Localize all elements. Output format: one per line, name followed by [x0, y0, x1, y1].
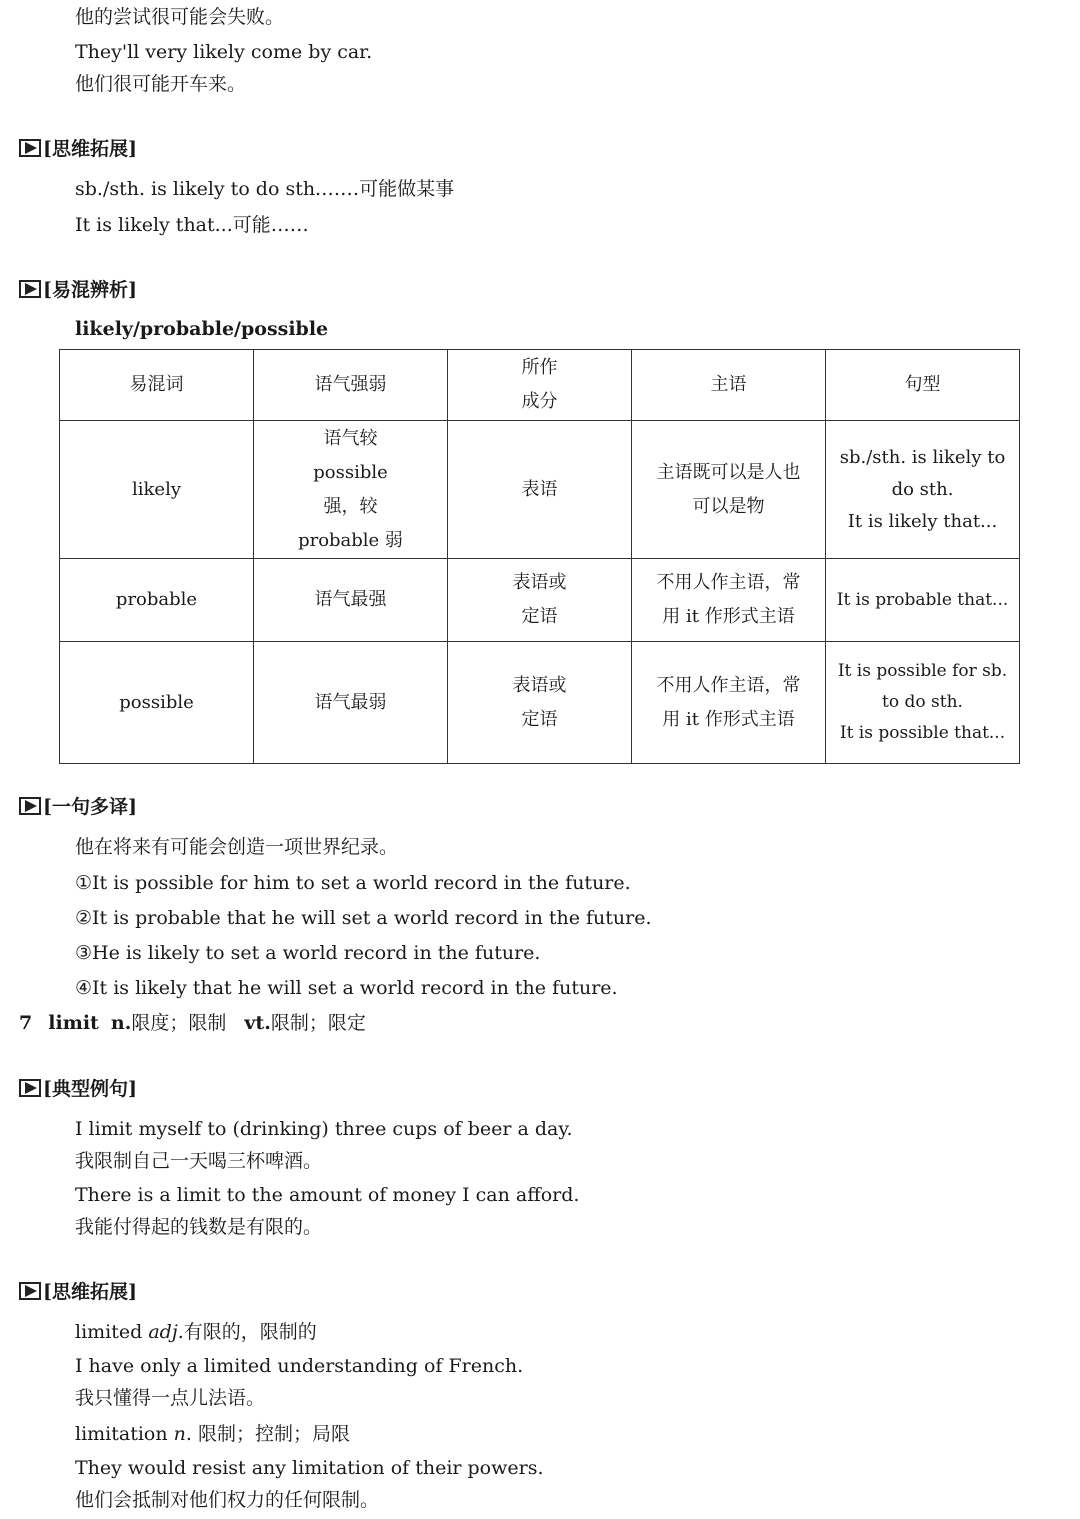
header-cell: 易混词: [60, 350, 254, 421]
header-cell: 语气强弱: [254, 350, 448, 421]
table-cell: 语气最强: [254, 559, 448, 642]
play-arrow-icon: [19, 797, 41, 815]
example-zh-line: 我限制自己一天喝三杯啤酒。: [75, 1150, 323, 1172]
header-cell: 所作 成分: [448, 350, 632, 421]
derived-definition: 有限的，限制的: [183, 1321, 317, 1343]
derived-word: limited: [75, 1321, 149, 1343]
example-zh-line: 我只懂得一点儿法语。: [75, 1387, 266, 1409]
comparison-subtitle: likely/probable/possible: [75, 318, 329, 340]
table-cell: possible: [60, 642, 254, 764]
entry-pos: n.: [110, 1012, 132, 1034]
table-row: [60, 642, 1020, 764]
entry-pos: vt.: [244, 1012, 271, 1034]
example-zh-line: 他们会抵制对他们权力的任何限制。: [75, 1489, 380, 1511]
table-cell: 表语: [448, 421, 632, 559]
phrase-line: It is likely that...可能……: [75, 214, 309, 236]
table-cell: 表语或 定语: [448, 642, 632, 764]
translation-item: ②It is probable that he will set a world record in the future.: [75, 907, 652, 929]
derived-word-line: [75, 1321, 317, 1344]
header-cell: 主语: [632, 350, 826, 421]
header-cell: 句型: [826, 350, 1020, 421]
section-heading-expand: [思维拓展]: [43, 138, 137, 160]
vocab-entry: [19, 1012, 366, 1035]
derived-pos: n: [173, 1423, 186, 1445]
example-en-line: They would resist any limitation of their powers.: [75, 1457, 544, 1479]
table-header-row: [60, 350, 1020, 421]
entry-number: 7: [19, 1012, 33, 1034]
example-en-line: They'll very likely come by car.: [75, 41, 373, 63]
table-cell: It is possible for sb. to do sth. It is possible that...: [826, 642, 1020, 764]
table-cell: It is probable that...: [826, 559, 1020, 642]
entry-word: limit: [48, 1012, 99, 1034]
play-arrow-icon: [19, 280, 41, 298]
example-en-line: I limit myself to (drinking) three cups of beer a day.: [75, 1118, 573, 1140]
derived-pos: adj.: [148, 1321, 184, 1343]
play-arrow-icon: [19, 139, 41, 157]
table-row: [60, 421, 1020, 559]
example-zh-line: 他的尝试很可能会失败。: [75, 6, 285, 28]
play-arrow-icon: [19, 1079, 41, 1097]
section-heading-examples: [典型例句]: [43, 1078, 137, 1100]
example-en-line: There is a limit to the amount of money I can afford.: [75, 1184, 580, 1206]
table-cell: 语气较 possible 强，较 probable 弱: [254, 421, 448, 559]
example-zh-line: 他们很可能开车来。: [75, 73, 247, 95]
table-row: [60, 559, 1020, 642]
comparison-table: [59, 349, 1020, 764]
entry-definition: 限制；限定: [270, 1012, 366, 1034]
table-cell: probable: [60, 559, 254, 642]
translation-item: ④It is likely that he will set a world record in the future.: [75, 977, 618, 999]
table-cell: 不用人作主语，常 用 it 作形式主语: [632, 642, 826, 764]
phrase-line: sb./sth. is likely to do sth.……可能做某事: [75, 178, 455, 200]
table-cell: 表语或 定语: [448, 559, 632, 642]
section-heading-expand: [思维拓展]: [43, 1281, 137, 1303]
example-zh-line: 我能付得起的钱数是有限的。: [75, 1216, 323, 1238]
table-cell: 不用人作主语，常 用 it 作形式主语: [632, 559, 826, 642]
derived-word-line: [75, 1423, 350, 1446]
table-cell: 主语既可以是人也 可以是物: [632, 421, 826, 559]
table-cell: likely: [60, 421, 254, 559]
play-arrow-icon: [19, 1282, 41, 1300]
source-sentence: 他在将来有可能会创造一项世界纪录。: [75, 836, 399, 858]
entry-definition: 限度；限制: [131, 1012, 227, 1034]
translation-item: ③He is likely to set a world record in the future.: [75, 942, 541, 964]
section-heading-translate: [一句多译]: [43, 796, 137, 818]
derived-definition: . 限制；控制；局限: [185, 1423, 350, 1445]
example-en-line: I have only a limited understanding of French.: [75, 1355, 524, 1377]
table-cell: 语气最弱: [254, 642, 448, 764]
section-heading-confuse: [易混辨析]: [43, 279, 137, 301]
table-cell: sb./sth. is likely to do sth. It is likely that...: [826, 421, 1020, 559]
derived-word: limitation: [75, 1423, 174, 1445]
translation-item: ①It is possible for him to set a world record in the future.: [75, 872, 631, 894]
